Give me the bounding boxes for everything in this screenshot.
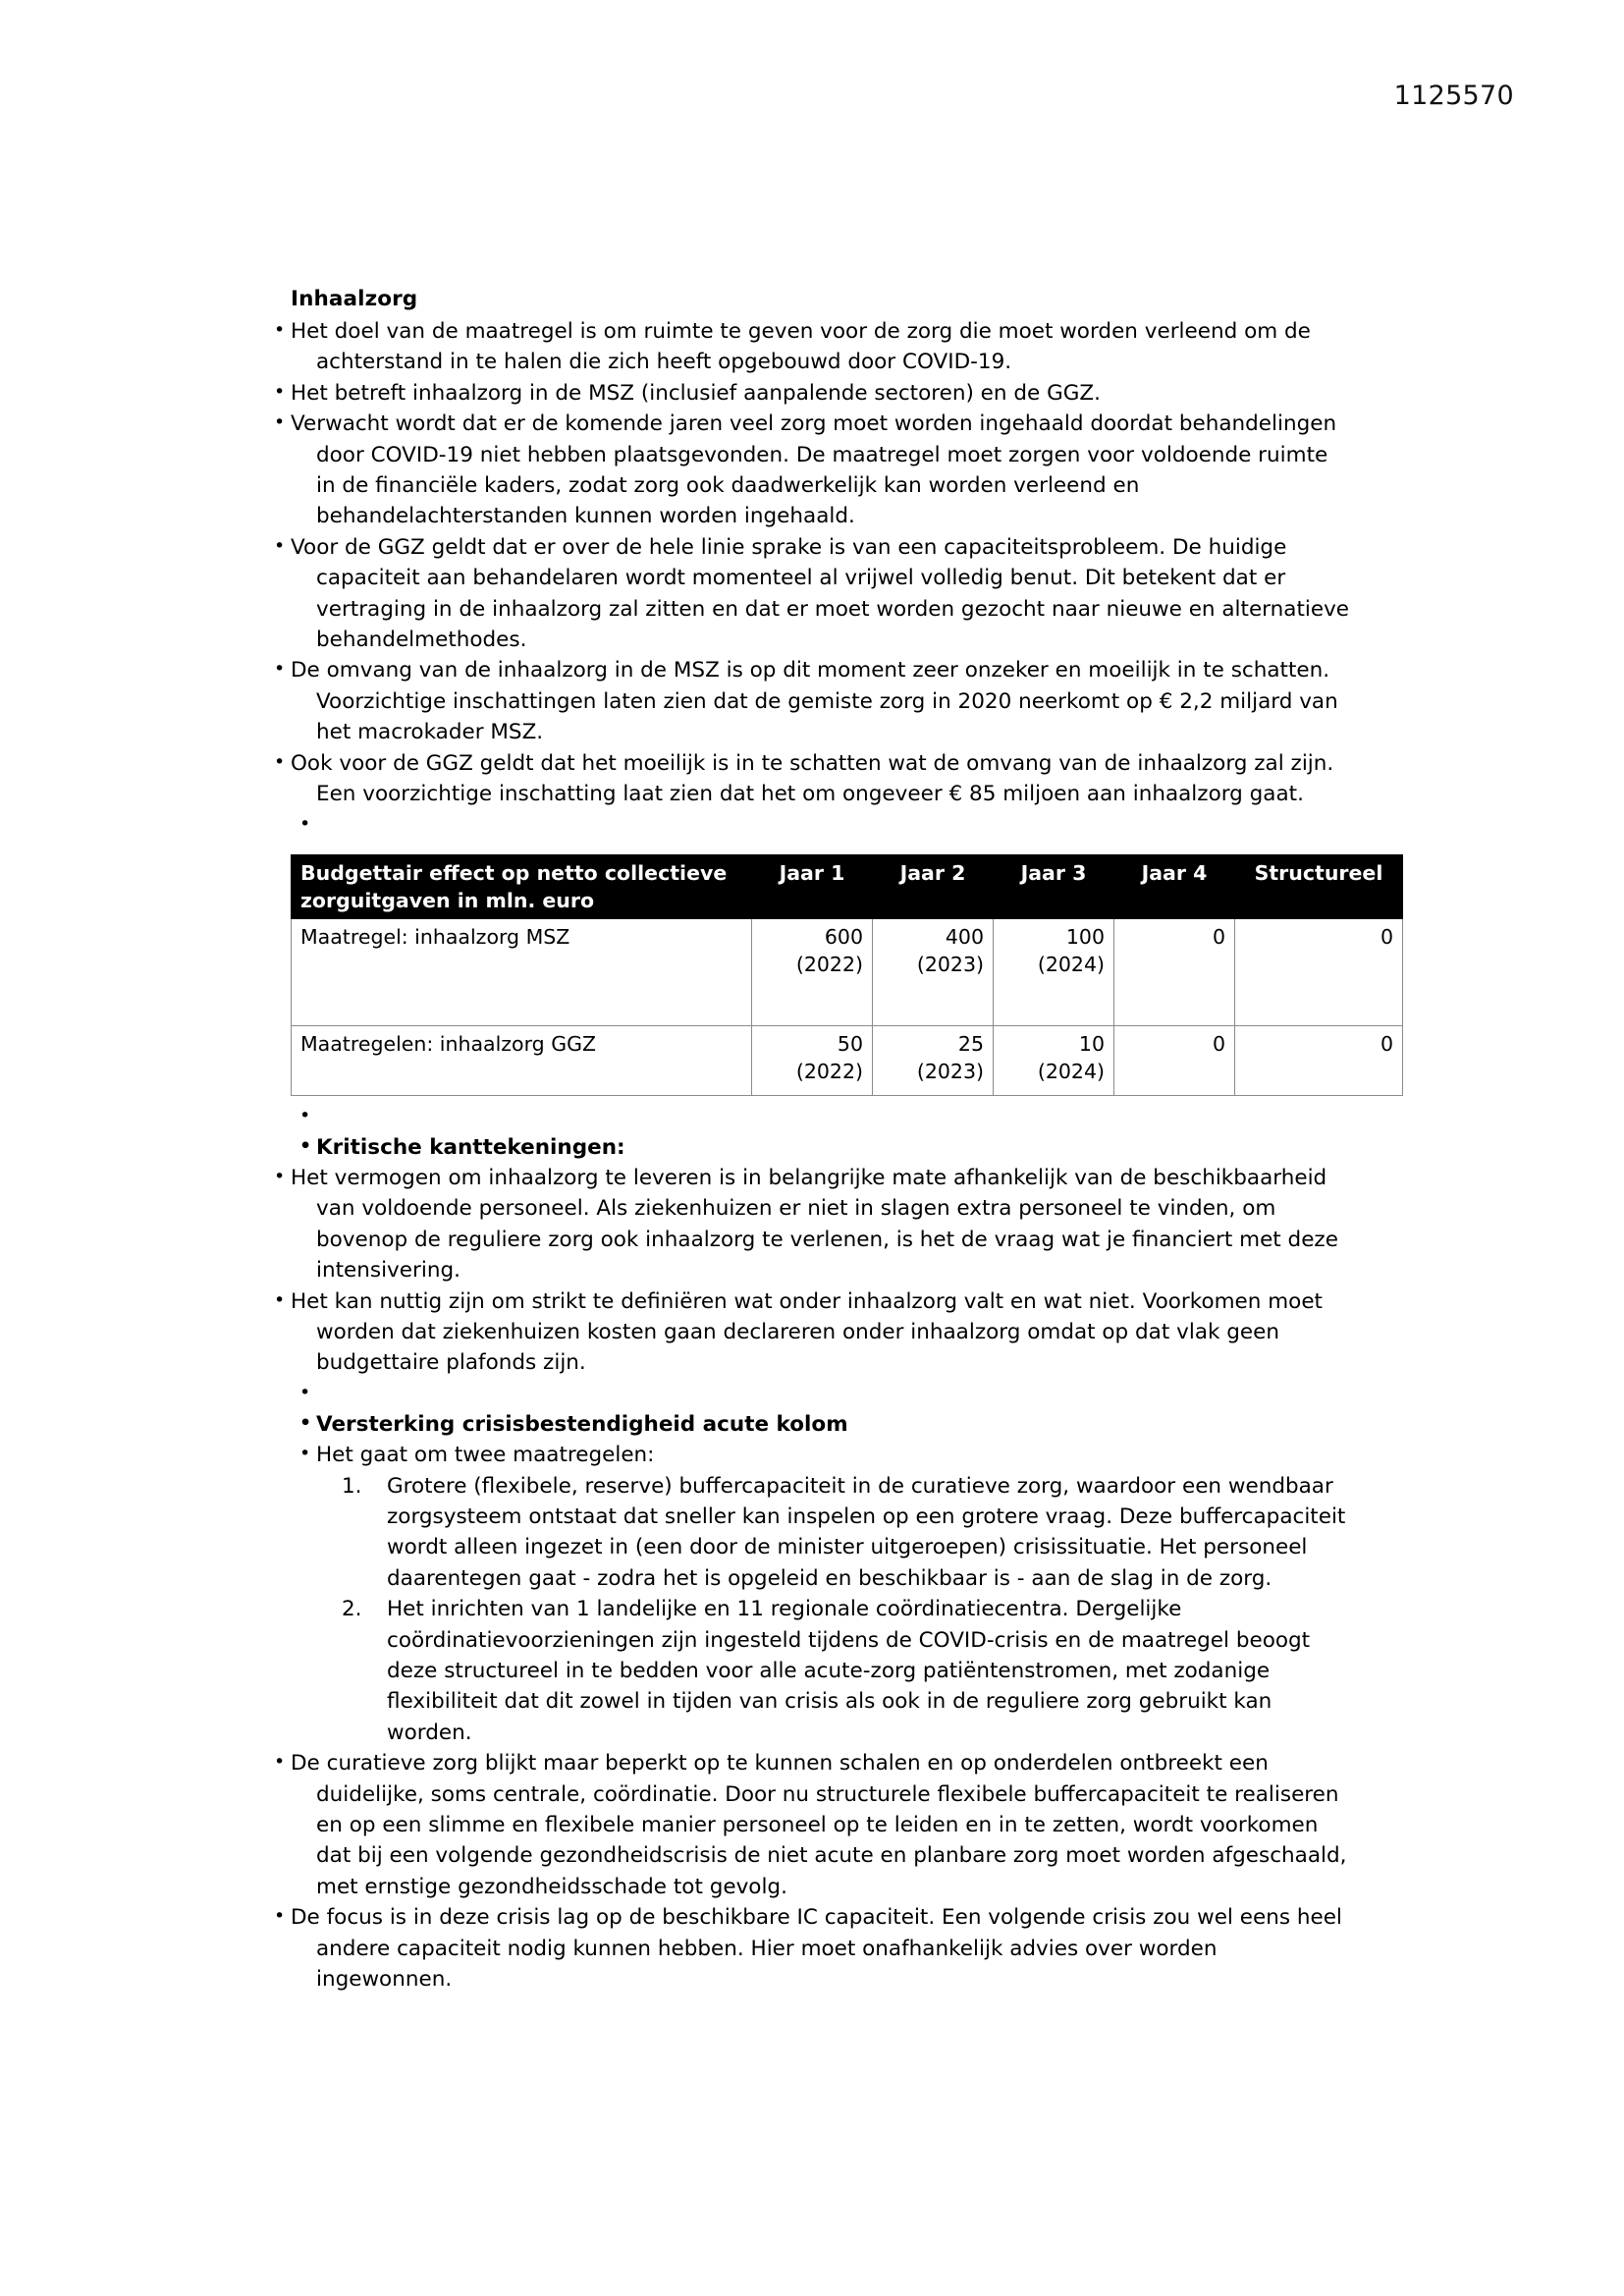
column-header-jaar4: Jaar 4	[1114, 854, 1235, 918]
cell-year: (2024)	[1037, 952, 1105, 976]
cell-jaar4: 0	[1114, 1025, 1235, 1095]
document-content	[291, 285, 1393, 1995]
cell-jaar1	[752, 918, 873, 1025]
column-header-jaar1: Jaar 1	[752, 854, 873, 918]
cell-value: 100	[1065, 924, 1105, 949]
list-item: • De omvang van de inhaalzorg in de MSZ is op dit moment zeer onzeker en moeilijk in te schatten. Voorzichtige inschattingen laten zien dat de gemiste zorg in 2020 neerkomt op € 2,2 miljard van het macrokader MSZ.	[291, 655, 1353, 747]
kritische-kanttekeningen-list	[291, 1102, 1353, 1471]
cell-label: Maatregel: inhaalzorg MSZ	[292, 918, 752, 1025]
list-item: • De curatieve zorg blijkt maar beperkt op te kunnen schalen en op onderdelen ontbreekt een duidelijke, soms centrale, coördinatie. Door nu structurele flexibele buffercapaciteit te realiseren en op een slimme en flexibele manier personeel op te leiden en in te zetten, wordt voorkomen dat bij een volgende gezondheidscrisis de niet acute en planbare zorg moet worden afgeschaald, met ernstige gezondheidsschade tot gevolg.	[291, 1748, 1353, 1902]
cell-year: (2023)	[916, 1059, 984, 1083]
list-item: • Verwacht wordt dat er de komende jaren veel zorg moet worden ingehaald doordat behandelingen door COVID-19 niet hebben plaatsgevonden. De maatregel moet zorgen voor voldoende ruimte in de financiële kaders, zodat zorg ook daadwerkelijk kan worden verleend en behandelachterstanden kunnen worden ingehaald.	[291, 409, 1353, 532]
cell-value: 10	[1078, 1031, 1105, 1056]
list-item-text: Het inrichten van 1 landelijke en 11 regionale coördinatiecentra. Dergelijke coördinatievoorzieningen zijn ingesteld tijdens de COVID-crisis en de maatregel beoogt deze structureel in te bedden voor alle acute-zorg patiëntenstromen, met zodanige flexibiliteit dat dit zowel in tijden van crisis als ook in de reguliere zorg gebruikt kan worden.	[387, 1597, 1311, 1745]
budget-table-header	[292, 854, 1403, 918]
cell-value: 50	[837, 1031, 863, 1056]
cell-structureel: 0	[1235, 918, 1403, 1025]
column-header-jaar3: Jaar 3	[994, 854, 1114, 918]
list-item: • Het vermogen om inhaalzorg te leveren is in belangrijke mate afhankelijk van de beschikbaarheid van voldoende personeel. Als ziekenhuizen er niet in slagen extra personeel te vinden, om bovenop de reguliere zorg ook inhaalzorg te verlenen, is het de vraag wat je financiert met deze intensivering.	[291, 1163, 1353, 1286]
cell-jaar3	[994, 1025, 1114, 1095]
column-header-description: Budgettair effect op netto collectieve zorguitgaven in mln. euro	[292, 854, 752, 918]
budget-table	[291, 854, 1403, 1096]
section-title-inhaalzorg: Inhaalzorg	[291, 287, 418, 311]
list-number: 1.	[342, 1473, 362, 1499]
cell-structureel: 0	[1235, 1025, 1403, 1095]
cell-jaar4: 0	[1114, 918, 1235, 1025]
versterking-numbered-list	[291, 1471, 1353, 1749]
list-item: • Het betreft inhaalzorg in de MSZ (inclusief aanpalende sectoren) en de GGZ.	[291, 378, 1353, 409]
cell-jaar2	[873, 918, 994, 1025]
list-number: 2.	[342, 1597, 362, 1622]
list-item-intro: • Het gaat om twee maatregelen:	[291, 1440, 1353, 1470]
cell-jaar1	[752, 1025, 873, 1095]
cell-jaar2	[873, 1025, 994, 1095]
list-item: • Ook voor de GGZ geldt dat het moeilijk is in te schatten wat de omvang van de inhaalzorg zal zijn. Een voorzichtige inschatting laat zien dat het om ongeveer € 85 miljoen aan inhaalzorg gaat.	[291, 748, 1353, 810]
versterking-trailing-list	[291, 1748, 1353, 1995]
table-header-row	[292, 854, 1403, 918]
cell-value: 600	[824, 924, 863, 949]
empty-bullet	[291, 810, 1353, 841]
cell-year: (2022)	[795, 1059, 863, 1083]
list-item-text: Grotere (flexibele, reserve) buffercapaciteit in de curatieve zorg, waardoor een wendbaar zorgsysteem ontstaat dat sneller kan inspelen op een grotere vraag. Deze buffercapaciteit wordt alleen ingezet in (een door de minister uitgeroepen) crisissituatie. Het personeel daarentegen gaat - zodra het is opgeleid en beschikbaar is - aan de slag in de zorg.	[387, 1473, 1346, 1591]
list-item: • Voor de GGZ geldt dat er over de hele linie sprake is van een capaciteitsprobleem. De huidige capaciteit aan behandelaren wordt momenteel al vrijwel volledig benut. Dit betekent dat er vertraging in de inhaalzorg zal zitten en dat er moet worden gezocht naar nieuwe en alternatieve behandelmethodes.	[291, 532, 1353, 656]
inhaalzorg-bullet-list	[291, 316, 1353, 841]
cell-year: (2024)	[1037, 1059, 1105, 1083]
list-item: • Het doel van de maatregel is om ruimte te geven voor de zorg die moet worden verleend om de achterstand in te halen die zich heeft opgebouwd door COVID-19.	[291, 316, 1353, 378]
cell-year: (2022)	[795, 952, 863, 976]
empty-bullet	[291, 1379, 1353, 1409]
cell-year: (2023)	[916, 952, 984, 976]
column-header-jaar2: Jaar 2	[873, 854, 994, 918]
cell-jaar3	[994, 918, 1114, 1025]
document-number: 1125570	[1393, 81, 1514, 111]
empty-bullet	[291, 1102, 1353, 1132]
numbered-list-item	[291, 1471, 1353, 1595]
list-item: • De focus is in deze crisis lag op de beschikbare IC capaciteit. Een volgende crisis zou wel eens heel andere capaciteit nodig kunnen hebben. Hier moet onafhankelijk advies over worden ingewonnen.	[291, 1902, 1353, 1995]
numbered-list-item	[291, 1594, 1353, 1748]
subsection-heading-kritische: • Kritische kanttekeningen:	[291, 1132, 1353, 1163]
cell-value: 400	[945, 924, 984, 949]
cell-label: Maatregelen: inhaalzorg GGZ	[292, 1025, 752, 1095]
column-header-structureel: Structureel	[1235, 854, 1403, 918]
list-item: • Het kan nuttig zijn om strikt te definiëren wat onder inhaalzorg valt en wat niet. Voorkomen moet worden dat ziekenhuizen kosten gaan declareren onder inhaalzorg omdat op dat vlak geen budgettaire plafonds zijn.	[291, 1286, 1353, 1379]
table-row	[292, 1025, 1403, 1095]
cell-value: 25	[957, 1031, 984, 1056]
budget-table-body	[292, 918, 1403, 1095]
table-row	[292, 918, 1403, 1025]
subsection-heading-versterking: • Versterking crisisbestendigheid acute kolom	[291, 1409, 1353, 1440]
